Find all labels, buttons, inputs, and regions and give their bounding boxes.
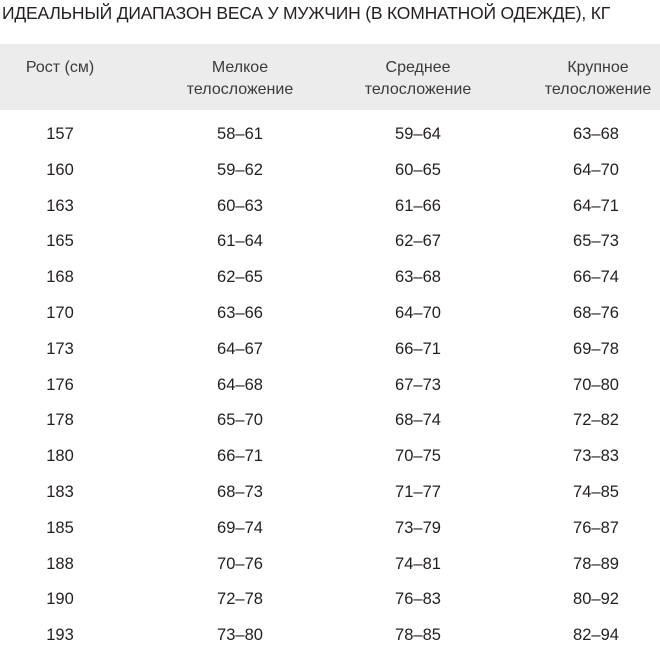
cell-large: 76–87 [573,518,619,537]
cell-medium: 66–71 [395,339,441,358]
table-row [0,189,660,225]
header-medium-line2: телосложение [364,81,472,98]
cell-medium: 71–77 [395,482,441,501]
cell-height: 165 [46,232,74,251]
cell-height: 170 [46,303,74,322]
table-row [0,368,660,404]
cell-medium: 70–75 [395,447,441,466]
table-row [0,511,660,547]
cell-large: 64–70 [573,160,619,179]
cell-height: 185 [46,518,74,537]
cell-small: 58–61 [217,125,263,143]
cell-medium: 73–79 [395,518,441,537]
cell-large: 69–78 [573,339,619,358]
cell-height: 193 [46,626,74,645]
table-title: ИДЕАЛЬНЫЙ ДИАПАЗОН ВЕСА У МУЖЧИН (В КОМНАТНОЙ ОДЕЖДЕ), КГ [2,3,610,23]
cell-large: 78–89 [573,554,619,573]
cell-large: 63–68 [573,125,619,143]
cell-large: 80–92 [573,590,619,609]
cell-height: 173 [46,339,74,358]
cell-large: 82–94 [573,626,619,645]
cell-small: 60–63 [217,196,263,215]
table-body [0,117,660,654]
cell-large: 64–71 [573,196,619,215]
cell-small: 70–76 [217,554,263,573]
header-small-line1: Мелкое [211,59,269,76]
cell-small: 72–78 [217,590,263,609]
header-large-build [528,57,660,101]
table-row [0,296,660,332]
cell-medium: 78–85 [395,626,441,645]
table-row [0,153,660,189]
cell-height: 163 [46,196,74,215]
header-small-build [170,57,310,101]
cell-large: 66–74 [573,268,619,287]
table-row [0,475,660,511]
cell-large: 72–82 [573,411,619,430]
cell-small: 69–74 [217,518,263,537]
cell-medium: 60–65 [395,160,441,179]
cell-large: 70–80 [573,375,619,394]
cell-medium: 64–70 [395,303,441,322]
cell-medium: 74–81 [395,554,441,573]
cell-height: 178 [46,411,74,430]
cell-small: 64–68 [217,375,263,394]
table-row [0,260,660,296]
table-row [0,332,660,368]
header-large-line1: Крупное [567,59,629,76]
cell-height: 188 [46,554,74,573]
header-height-label: Рост (см) [25,59,95,76]
cell-height: 160 [46,160,74,179]
cell-large: 68–76 [573,303,619,322]
cell-small: 61–64 [217,232,263,251]
cell-large: 65–73 [573,232,619,251]
header-large-line2: телосложение [544,81,652,98]
table-row [0,403,660,439]
cell-medium: 63–68 [395,268,441,287]
header-medium-build [348,57,488,101]
cell-height: 176 [46,375,74,394]
cell-small: 64–67 [217,339,263,358]
cell-small: 63–66 [217,303,263,322]
cell-height: 180 [46,447,74,466]
cell-height: 190 [46,590,74,609]
cell-small: 65–70 [217,411,263,430]
cell-small: 62–65 [217,268,263,287]
cell-small: 73–80 [217,626,263,645]
cell-height: 157 [46,125,74,143]
cell-large: 73–83 [573,447,619,466]
cell-medium: 61–66 [395,196,441,215]
cell-small: 66–71 [217,447,263,466]
table-row [0,618,660,654]
table-row [0,439,660,475]
cell-small: 59–62 [217,160,263,179]
cell-height: 168 [46,268,74,287]
table-row [0,224,660,260]
header-height [12,57,108,79]
table-row [0,582,660,618]
table-row [0,117,660,153]
cell-medium: 62–67 [395,232,441,251]
cell-medium: 68–74 [395,411,441,430]
cell-large: 74–85 [573,482,619,501]
header-medium-line1: Среднее [385,59,451,76]
cell-medium: 67–73 [395,375,441,394]
cell-height: 183 [46,482,74,501]
cell-small: 68–73 [217,482,263,501]
header-small-line2: телосложение [186,81,294,98]
table-row [0,547,660,583]
cell-medium: 59–64 [395,125,441,143]
cell-medium: 76–83 [395,590,441,609]
